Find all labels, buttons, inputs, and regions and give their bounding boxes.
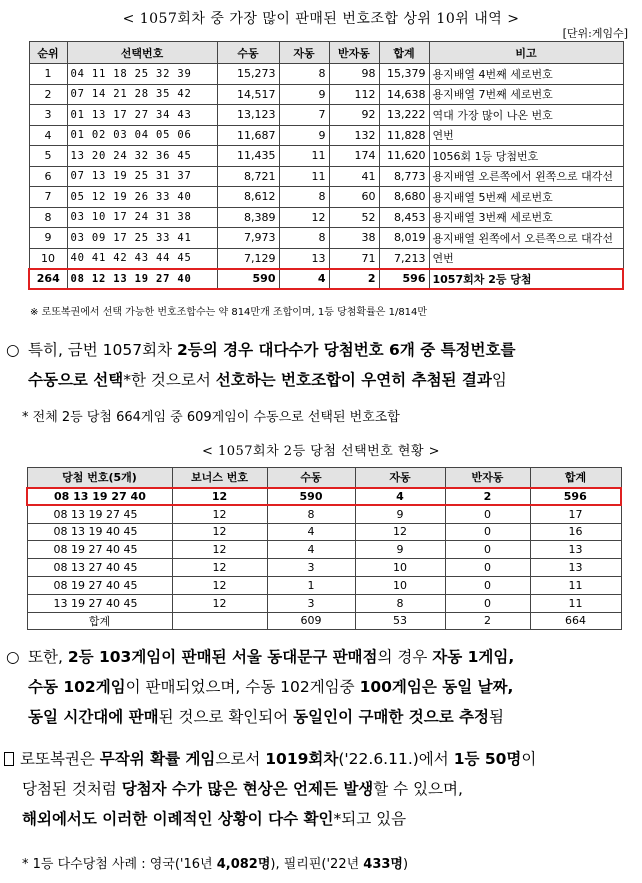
table-cell <box>172 612 267 630</box>
table-cell: 03 10 17 24 31 38 <box>67 207 217 228</box>
table-cell: 4 <box>267 541 355 559</box>
table-cell: 112 <box>329 84 379 105</box>
table-cell: 4 <box>29 125 67 146</box>
table-header-row <box>29 42 623 64</box>
unit-label: [단위:게임수] <box>562 27 628 40</box>
table-cell: 12 <box>172 594 267 612</box>
table-cell: 71 <box>329 248 379 269</box>
table-cell: 1056회 1등 당첨번호 <box>429 146 623 167</box>
table-cell: 664 <box>530 612 621 630</box>
bold-text: 선호하는 번호조합이 우연히 추첨된 결과 <box>215 371 492 389</box>
table-cell: 14,517 <box>217 84 279 105</box>
table-cell: 7,213 <box>379 248 429 269</box>
text: 으로서 <box>215 750 266 768</box>
table-cell: 2 <box>445 488 530 506</box>
table-cell: 08 19 27 40 45 <box>27 576 172 594</box>
text: 의 경우 <box>377 648 433 666</box>
table-cell: 1 <box>29 64 67 85</box>
table-cell: 12 <box>172 523 267 541</box>
table-cell: 5 <box>29 146 67 167</box>
table-cell: 11,687 <box>217 125 279 146</box>
table-cell: 8,389 <box>217 207 279 228</box>
table-cell: 역대 가장 많이 나온 번호 <box>429 105 623 126</box>
header-cell: 순위 <box>29 42 67 64</box>
header-cell: 반자동 <box>329 42 379 64</box>
paragraph-random-game <box>4 744 536 834</box>
table-cell: 2 <box>445 612 530 630</box>
table-cell: 11,620 <box>379 146 429 167</box>
paragraph-special <box>6 335 515 395</box>
bold-text: 동일 시간대에 판매 <box>28 708 159 726</box>
table-row <box>27 559 621 577</box>
table-cell: 9 <box>279 84 329 105</box>
bold-text: 4,082명 <box>216 857 271 872</box>
table-cell: 03 09 17 25 33 41 <box>67 228 217 249</box>
table-cell: 9 <box>355 505 445 523</box>
table-cell: 13 20 24 32 36 45 <box>67 146 217 167</box>
table-cell: 용지배열 3번째 세로번호 <box>429 207 623 228</box>
table-cell: 12 <box>172 505 267 523</box>
text: *한 것으로서 <box>123 371 216 389</box>
table-cell: 8,019 <box>379 228 429 249</box>
table-cell: 8 <box>279 64 329 85</box>
table-cell: 07 13 19 25 31 37 <box>67 166 217 187</box>
text: 이 <box>521 750 537 768</box>
table-cell: 8,721 <box>217 166 279 187</box>
table-cell: 11 <box>530 576 621 594</box>
table-cell: 2 <box>29 84 67 105</box>
table-cell: 05 12 19 26 33 40 <box>67 187 217 208</box>
table-cell: 07 14 21 28 35 42 <box>67 84 217 105</box>
table-cell: 52 <box>329 207 379 228</box>
table-cell: 01 13 17 27 34 43 <box>67 105 217 126</box>
text: ) <box>403 857 409 872</box>
table-cell: 10 <box>29 248 67 269</box>
footnote: ※ 로또복권에서 선택 가능한 번호조합수는 약 814만개 조합이며, 1등 당첨확률은 1/814만 <box>30 307 428 318</box>
table-cell: 92 <box>329 105 379 126</box>
text: 됨 <box>489 708 505 726</box>
table-cell: 01 02 03 04 05 06 <box>67 125 217 146</box>
header-cell: 반자동 <box>445 468 530 488</box>
table-cell: 연번 <box>429 125 623 146</box>
table-cell: 15,273 <box>217 64 279 85</box>
table-cell: 08 13 27 40 45 <box>27 559 172 577</box>
highlight-row <box>27 488 621 506</box>
table-cell: 9 <box>29 228 67 249</box>
table-cell: 174 <box>329 146 379 167</box>
bold-text: 동일인이 구매한 것으로 추정 <box>293 708 490 726</box>
table-cell: 8 <box>267 505 355 523</box>
table-cell: 12 <box>172 541 267 559</box>
table-cell: 08 13 19 27 40 <box>27 488 172 506</box>
table-row <box>29 207 623 228</box>
table-cell: 용지배열 오른쪽에서 왼쪽으로 대각선 <box>429 166 623 187</box>
table1-title: < 1057회차 중 가장 많이 판매된 번호조합 상위 10위 내역 > <box>122 11 520 27</box>
table-cell: 40 41 42 43 44 45 <box>67 248 217 269</box>
table-cell: 3 <box>267 594 355 612</box>
table-row <box>27 594 621 612</box>
table-cell: 0 <box>445 541 530 559</box>
table-cell: 04 11 18 25 32 39 <box>67 64 217 85</box>
header-cell: 합계 <box>530 468 621 488</box>
table-cell: 8 <box>355 594 445 612</box>
table-cell: 0 <box>445 576 530 594</box>
table-row <box>29 125 623 146</box>
table-cell: 11 <box>279 166 329 187</box>
table-cell: 16 <box>530 523 621 541</box>
table-cell: 13,222 <box>379 105 429 126</box>
table-cell: 590 <box>217 269 279 290</box>
bold-text: 수동으로 선택 <box>28 371 124 389</box>
text: 당첨된 것처럼 <box>22 780 122 798</box>
table-cell: 10 <box>355 576 445 594</box>
table-cell: 8,773 <box>379 166 429 187</box>
header-cell: 합계 <box>379 42 429 64</box>
header-cell: 자동 <box>279 42 329 64</box>
table-cell: 12 <box>172 488 267 506</box>
header-cell: 비고 <box>429 42 623 64</box>
table-cell: 4 <box>355 488 445 506</box>
bold-text: 수동 102게임 <box>28 678 126 696</box>
table-cell: 41 <box>329 166 379 187</box>
table-header-row <box>27 468 621 488</box>
table-cell: 2 <box>329 269 379 290</box>
table-cell: 7,973 <box>217 228 279 249</box>
table-cell: 08 13 19 40 45 <box>27 523 172 541</box>
bold-text: 1019회차 <box>265 750 339 768</box>
table-cell: 132 <box>329 125 379 146</box>
table-cell: 596 <box>379 269 429 290</box>
table-row <box>29 105 623 126</box>
table-cell: 7,129 <box>217 248 279 269</box>
table-cell: 연번 <box>429 248 623 269</box>
bold-text: 무작위 확률 게임 <box>99 750 216 768</box>
table-cell: 4 <box>279 269 329 290</box>
table-row <box>27 576 621 594</box>
text: *되고 있음 <box>333 810 407 828</box>
bold-text: 433명 <box>363 857 403 872</box>
table-cell: 12 <box>279 207 329 228</box>
table-cell: 8 <box>279 187 329 208</box>
table-cell: 13 <box>279 248 329 269</box>
table-cell: 12 <box>172 559 267 577</box>
table-cell: 13 <box>530 541 621 559</box>
table-row <box>29 228 623 249</box>
table-row <box>29 187 623 208</box>
checkbox-square-icon <box>4 752 14 766</box>
table-cell: 11 <box>530 594 621 612</box>
note-star-overseas <box>22 853 408 872</box>
bold-text: 당첨자 수가 많은 현상은 언제든 발생 <box>121 780 374 798</box>
table-cell: 11 <box>279 146 329 167</box>
table-cell: 9 <box>355 541 445 559</box>
table-cell: 11,435 <box>217 146 279 167</box>
table-cell: 4 <box>267 523 355 541</box>
table-cell: 08 19 27 40 45 <box>27 541 172 559</box>
text: * 1등 다수당첨 사례 : 영국('16년 <box>22 857 217 872</box>
bold-text: 2등의 경우 대다수가 당첨번호 6개 중 특정번호를 <box>177 341 516 359</box>
top10-table <box>28 41 624 290</box>
table-cell: 0 <box>445 559 530 577</box>
table-cell: 12 <box>355 523 445 541</box>
bold-text: 100게임은 동일 날짜, <box>359 678 514 696</box>
table-cell: 8,680 <box>379 187 429 208</box>
table-cell: 0 <box>445 523 530 541</box>
total-row <box>27 612 621 630</box>
table-cell: 8 <box>279 228 329 249</box>
table-cell: 8,453 <box>379 207 429 228</box>
table-cell: 9 <box>279 125 329 146</box>
text: 로또복권은 <box>20 750 100 768</box>
bullet-circle: ○ <box>6 341 20 359</box>
table-cell: 용지배열 7번째 세로번호 <box>429 84 623 105</box>
table-cell: 8 <box>29 207 67 228</box>
table-cell: 13 19 27 40 45 <box>27 594 172 612</box>
text: ), 필리핀('22년 <box>270 857 364 872</box>
text: ('22.6.11.)에서 <box>338 750 454 768</box>
table-cell: 6 <box>29 166 67 187</box>
paragraph-dongdaemun <box>6 642 514 732</box>
table-row <box>29 166 623 187</box>
table-cell: 0 <box>445 505 530 523</box>
text: 특히, 금번 1057회차 <box>28 341 177 359</box>
table-cell: 08 12 13 19 27 40 <box>67 269 217 290</box>
table-cell: 08 13 19 27 45 <box>27 505 172 523</box>
table-cell: 264 <box>29 269 67 290</box>
table-cell: 3 <box>267 559 355 577</box>
header-cell: 당첨 번호(5개) <box>27 468 172 488</box>
table-cell: 용지배열 4번째 세로번호 <box>429 64 623 85</box>
table-cell: 596 <box>530 488 621 506</box>
header-cell: 수동 <box>217 42 279 64</box>
table-cell: 14,638 <box>379 84 429 105</box>
text: 또한, <box>28 648 68 666</box>
bold-text: 1등 50명 <box>453 750 522 768</box>
table-row <box>29 84 623 105</box>
table-cell: 38 <box>329 228 379 249</box>
table-cell: 합계 <box>27 612 172 630</box>
table-cell: 0 <box>445 594 530 612</box>
table-cell: 3 <box>29 105 67 126</box>
header-cell: 수동 <box>267 468 355 488</box>
table-cell: 60 <box>329 187 379 208</box>
table-cell: 17 <box>530 505 621 523</box>
table-cell: 11,828 <box>379 125 429 146</box>
table-cell: 10 <box>355 559 445 577</box>
bullet-circle: ○ <box>6 648 20 666</box>
bold-text: 해외에서도 이러한 이례적인 상황이 다수 확인 <box>22 810 334 828</box>
table-cell: 용지배열 왼쪽에서 오른쪽으로 대각선 <box>429 228 623 249</box>
header-cell: 자동 <box>355 468 445 488</box>
table-cell: 609 <box>267 612 355 630</box>
header-cell: 보너스 번호 <box>172 468 267 488</box>
bold-text: 자동 1게임, <box>432 648 515 666</box>
table-cell: 1057회차 2등 당첨 <box>429 269 623 290</box>
table-row <box>29 64 623 85</box>
table-cell: 1 <box>267 576 355 594</box>
bold-text: 2등 103게임이 판매된 서울 동대문구 판매점 <box>67 648 378 666</box>
table-cell: 12 <box>172 576 267 594</box>
header-cell: 선택번호 <box>67 42 217 64</box>
table-row <box>27 505 621 523</box>
table-cell: 8,612 <box>217 187 279 208</box>
table2-title: < 1057회차 2등 당첨 선택번호 현황 > <box>201 444 441 459</box>
table-cell: 590 <box>267 488 355 506</box>
table-row <box>27 541 621 559</box>
text: 임 <box>491 371 507 389</box>
note-star: * 전체 2등 당첨 664게임 중 609게임이 수동으로 선택된 번호조합 <box>22 410 400 425</box>
table-cell: 7 <box>279 105 329 126</box>
table-row <box>29 146 623 167</box>
text: 된 것으로 확인되어 <box>158 708 294 726</box>
highlight-row <box>29 269 623 290</box>
table-cell: 13,123 <box>217 105 279 126</box>
table-cell: 7 <box>29 187 67 208</box>
table-cell: 53 <box>355 612 445 630</box>
table-cell: 용지배열 5번째 세로번호 <box>429 187 623 208</box>
table-row <box>29 248 623 269</box>
table-cell: 13 <box>530 559 621 577</box>
text: 이 판매되었으며, 수동 102게임중 <box>125 678 360 696</box>
table-cell: 15,379 <box>379 64 429 85</box>
table-row <box>27 523 621 541</box>
second-prize-table <box>26 467 622 630</box>
text: 할 수 있으며, <box>373 780 463 798</box>
table-cell: 98 <box>329 64 379 85</box>
